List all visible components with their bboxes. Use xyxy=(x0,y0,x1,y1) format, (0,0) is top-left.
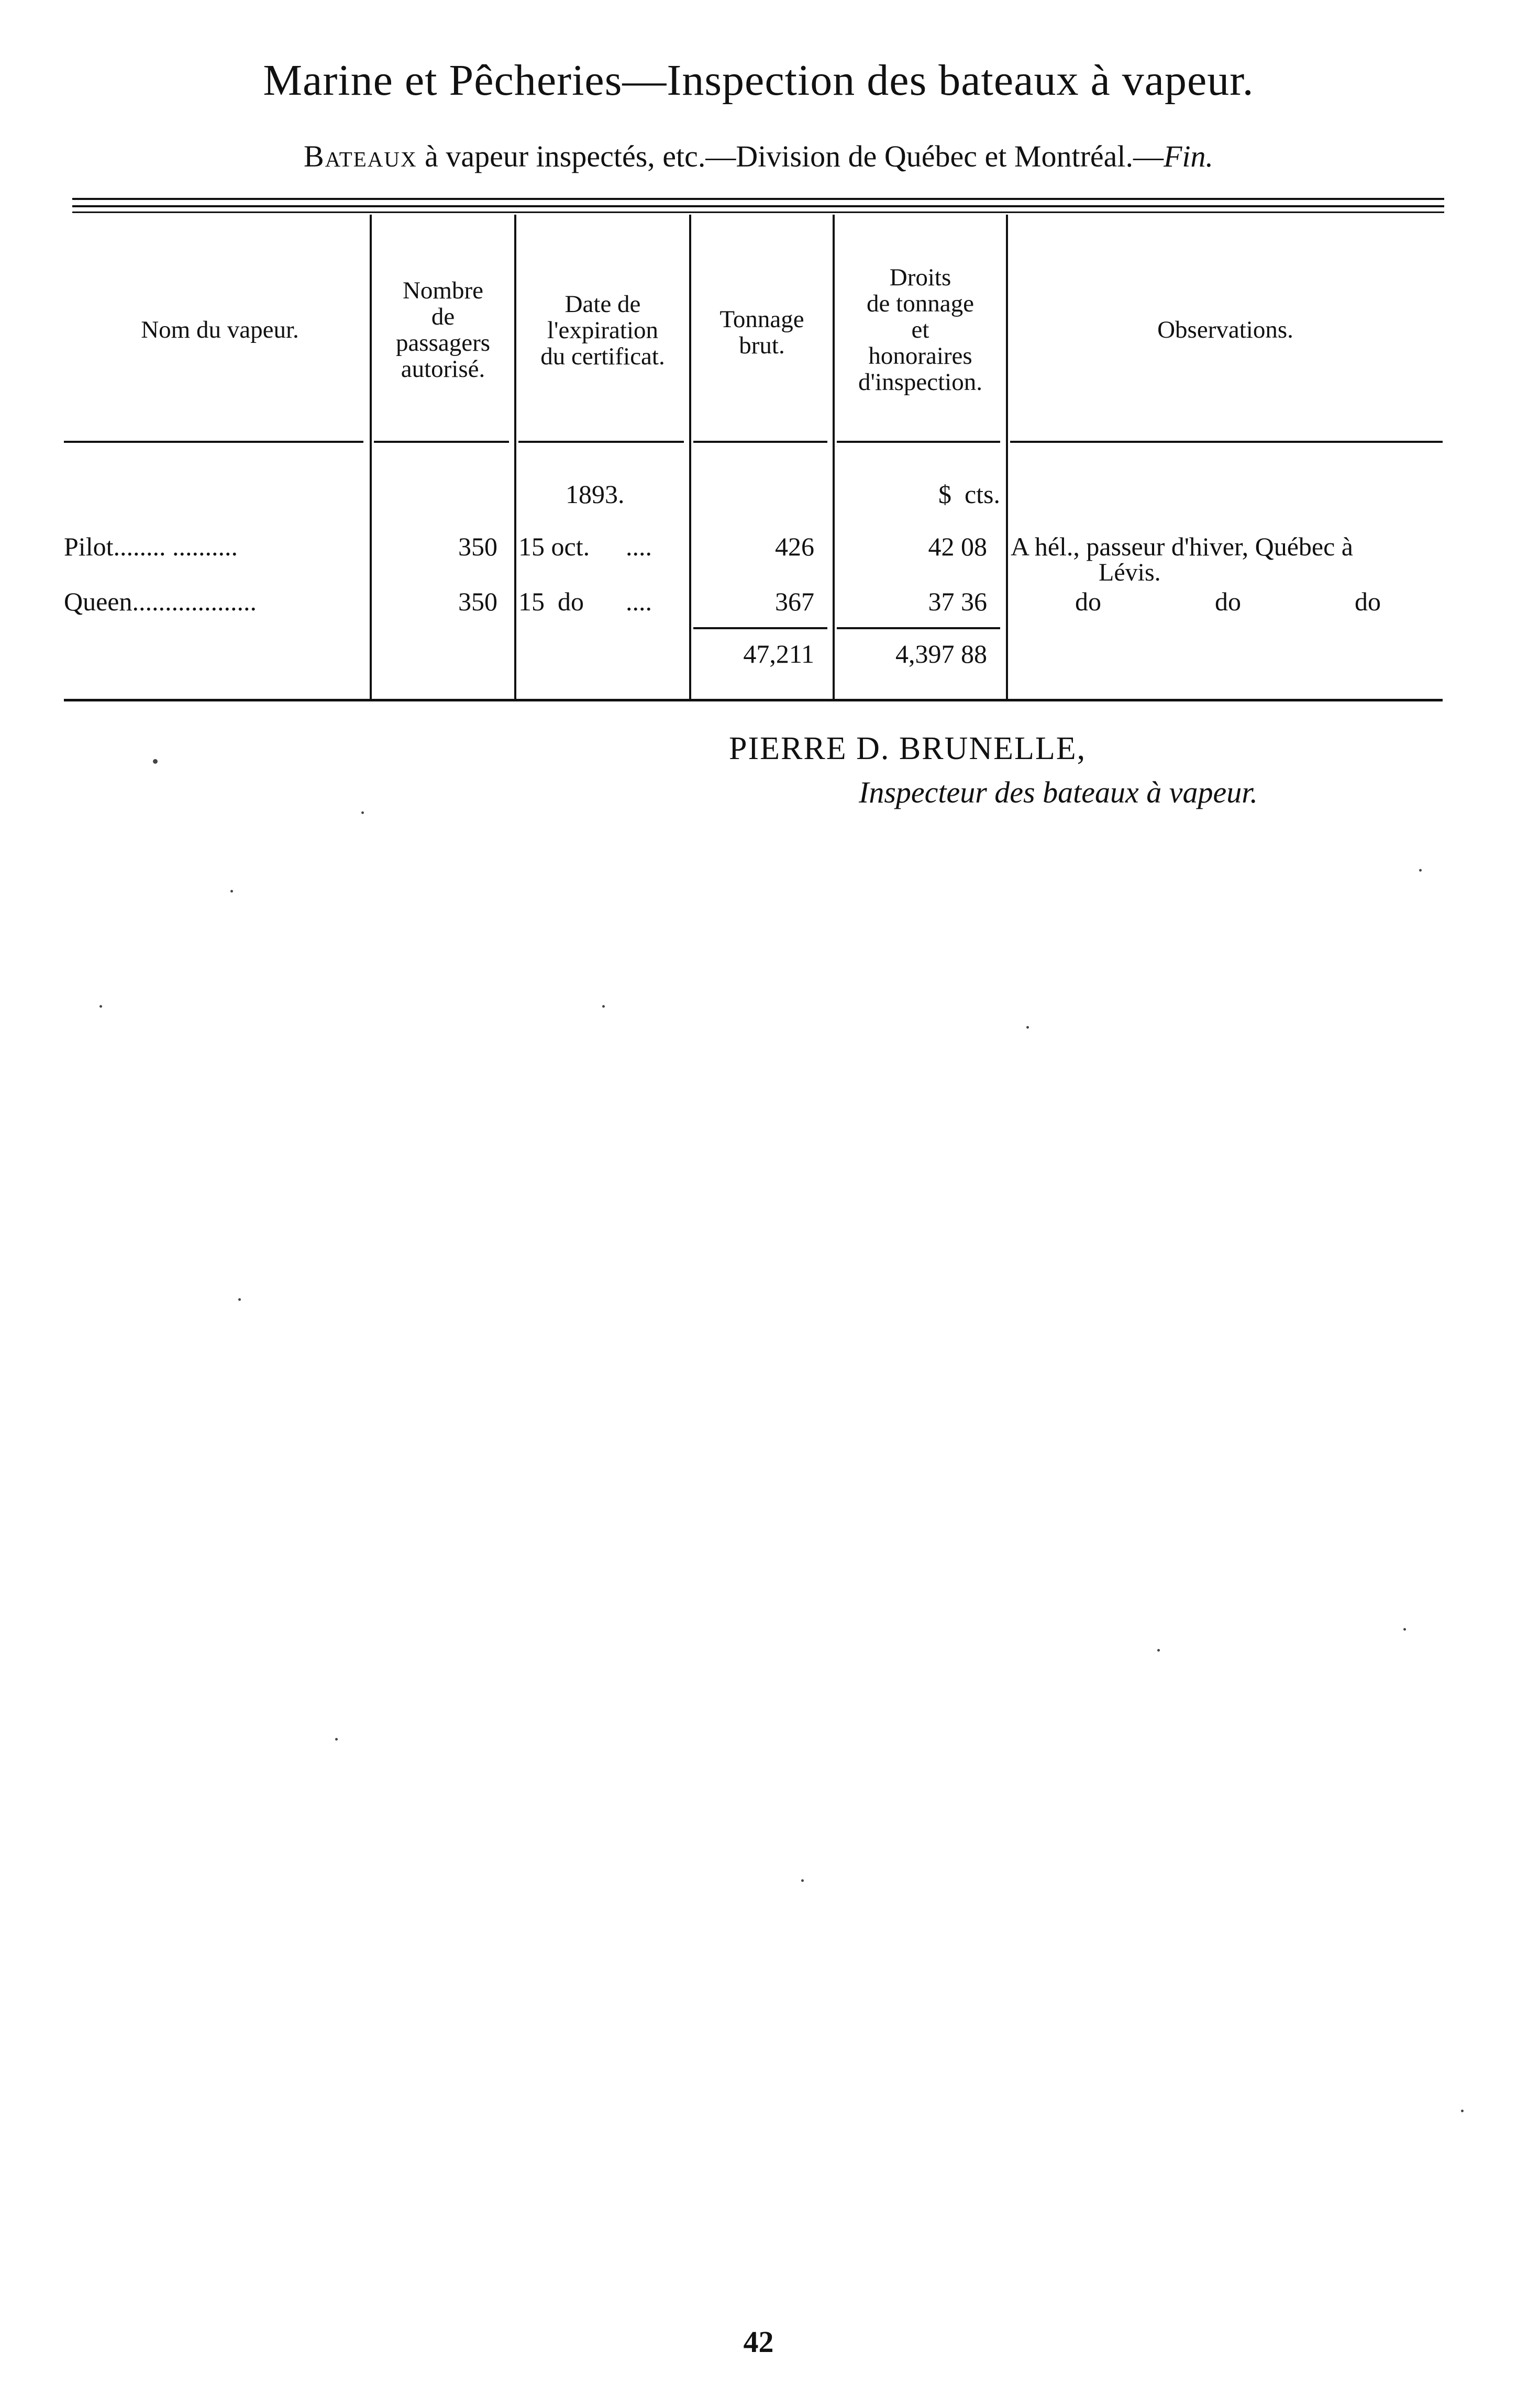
header-rule-fees xyxy=(837,441,1000,443)
scan-speck xyxy=(153,759,158,764)
page-number: 42 xyxy=(743,2325,774,2359)
table-bottom-rule xyxy=(64,699,1443,701)
subtitle-italic: Fin. xyxy=(1164,139,1214,173)
signature-name: PIERRE D. BRUNELLE, xyxy=(729,731,1087,766)
header-passengers-l3: passagers xyxy=(395,329,491,356)
total-tonnage: 47,211 xyxy=(743,639,814,668)
top-rule-1 xyxy=(72,198,1444,200)
row-pilot-expiry-dots: .... xyxy=(626,532,652,561)
header-expiry-l1: Date de xyxy=(564,291,641,318)
header-fees-l1: Droits xyxy=(889,264,951,291)
header-passengers-l2: de xyxy=(431,303,455,330)
header-passengers xyxy=(372,277,514,382)
subtitle-main: à vapeur inspectés, etc.—Division de Québec et Montréal.— xyxy=(417,139,1164,173)
row-pilot-fees: 42 08 xyxy=(928,532,987,561)
header-expiry xyxy=(516,291,689,370)
header-expiry-l3: du certificat. xyxy=(540,343,665,370)
header-tonnage-l1: Tonnage xyxy=(719,306,804,333)
scan-speck xyxy=(361,811,364,814)
header-name-text: Nom du vapeur. xyxy=(141,316,299,343)
header-passengers-l4: autorisé. xyxy=(401,355,485,383)
row-queen-ditto-3: do xyxy=(1355,587,1381,616)
top-rule-3 xyxy=(72,211,1444,213)
scan-speck xyxy=(230,890,233,893)
unit-currency: $ cts. xyxy=(938,480,1000,509)
total-fees: 4,397 88 xyxy=(895,639,987,668)
subtitle-smallcaps: Bateaux xyxy=(303,139,417,173)
header-observations xyxy=(1008,317,1443,343)
scan-speck xyxy=(1419,869,1422,872)
scan-speck xyxy=(801,1879,804,1882)
header-fees-l3: et xyxy=(911,316,929,343)
top-rule-2 xyxy=(72,205,1444,207)
header-name xyxy=(73,317,367,343)
table-subtitle xyxy=(0,139,1517,174)
scan-speck xyxy=(238,1298,241,1301)
signature-title: Inspecteur des bateaux à vapeur. xyxy=(859,775,1258,809)
scan-speck xyxy=(1403,1628,1406,1631)
row-pilot-passengers: 350 xyxy=(458,532,497,561)
header-fees-l2: de tonnage xyxy=(867,290,974,317)
row-pilot-expiry: 15 oct. xyxy=(518,532,590,561)
header-fees-l5: d'inspection. xyxy=(858,369,982,396)
totals-rule-fees xyxy=(837,627,1000,629)
totals-rule-tonnage xyxy=(693,627,827,629)
header-observations-text: Observations. xyxy=(1157,316,1293,343)
row-pilot-observations-l2: Lévis. xyxy=(1099,559,1161,586)
row-pilot-observations-l1: A hél., passeur d'hiver, Québec à xyxy=(1011,532,1354,561)
col-divider-2 xyxy=(514,215,516,699)
header-rule-expiry xyxy=(518,441,684,443)
page-title: Marine et Pêcheries—Inspection des bateaux à vapeur. xyxy=(263,56,1254,105)
row-queen-passengers: 350 xyxy=(458,587,497,616)
row-queen-name: Queen................... xyxy=(64,587,257,616)
row-queen-expiry: 15 do xyxy=(518,587,584,616)
header-rule-observations xyxy=(1010,441,1443,443)
header-fees xyxy=(835,264,1006,395)
row-queen-fees: 37 36 xyxy=(928,587,987,616)
row-queen-ditto-1: do xyxy=(1075,587,1101,616)
row-queen-expiry-dots: .... xyxy=(626,587,652,616)
scan-speck xyxy=(1157,1649,1160,1652)
header-rule-passengers xyxy=(374,441,509,443)
scan-speck xyxy=(602,1005,605,1008)
row-queen-ditto-2: do xyxy=(1215,587,1241,616)
scan-speck xyxy=(99,1005,102,1008)
row-queen-tonnage: 367 xyxy=(775,587,814,616)
header-passengers-l1: Nombre xyxy=(402,277,483,304)
header-rule-name xyxy=(64,441,363,443)
unit-year: 1893. xyxy=(566,480,625,509)
header-expiry-l2: l'expiration xyxy=(547,317,659,344)
col-divider-3 xyxy=(689,215,691,699)
scan-speck xyxy=(335,1738,338,1741)
scan-speck xyxy=(1461,2110,1464,2112)
row-pilot-tonnage: 426 xyxy=(775,532,814,561)
scan-speck xyxy=(1026,1026,1029,1029)
row-pilot-name: Pilot........ .......... xyxy=(64,532,238,561)
header-rule-tonnage xyxy=(693,441,827,443)
header-fees-l4: honoraires xyxy=(868,342,972,370)
col-divider-5 xyxy=(1006,215,1008,699)
header-tonnage-l2: brut. xyxy=(739,332,785,359)
header-tonnage xyxy=(691,306,833,359)
